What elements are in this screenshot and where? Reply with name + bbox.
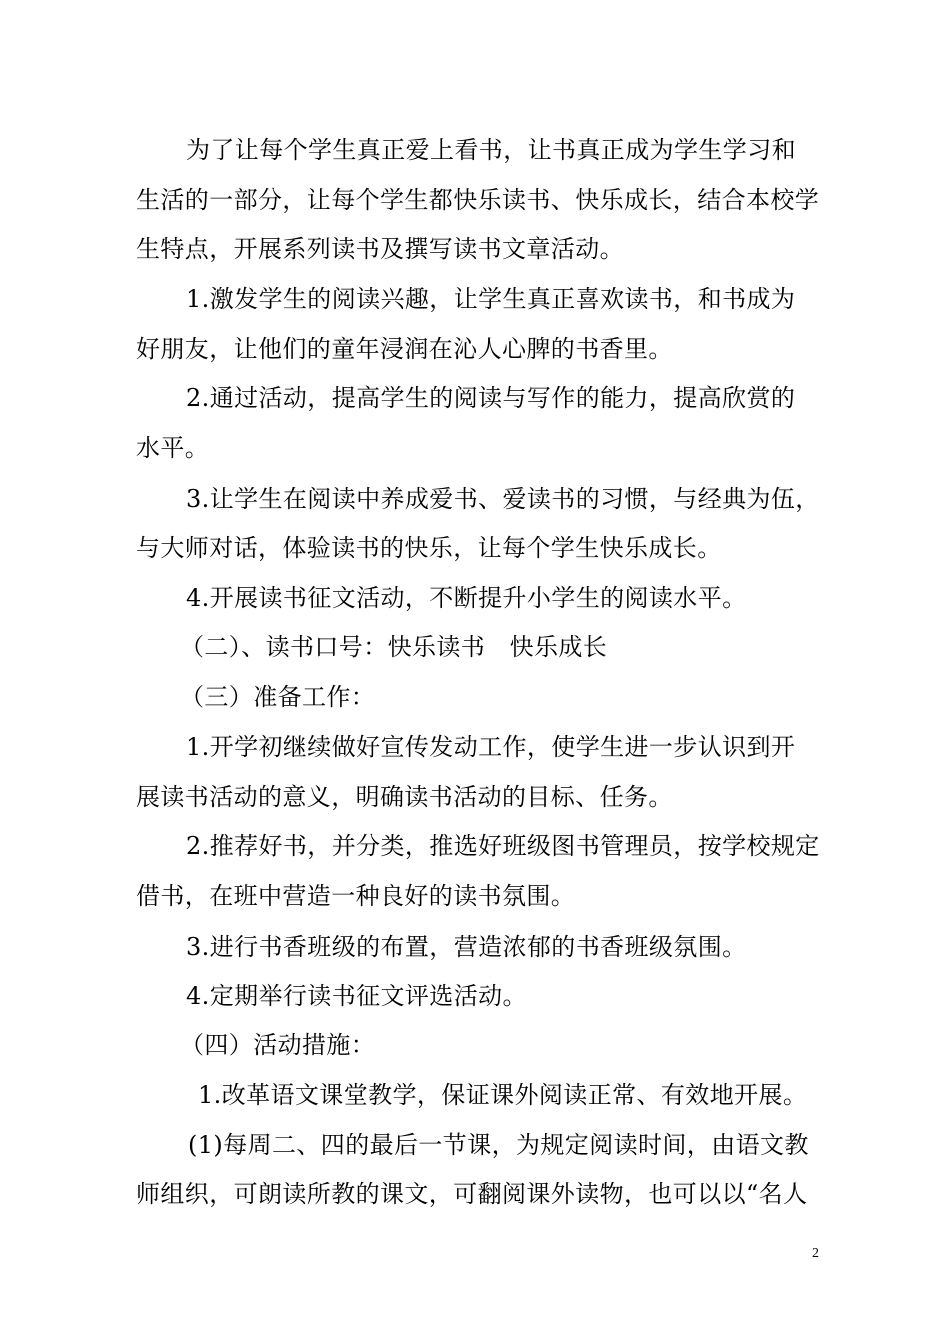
section-measures-heading: （四）活动措施： [180, 1031, 376, 1059]
measure-1-sub-1-line-2: 师组织，可朗读所教的课文，可翻阅课外读物，也可以以“名人 [136, 1180, 808, 1208]
measure-1-line: 1.改革语文课堂教学，保证课外阅读正常、有效地开展。 [198, 1081, 808, 1109]
prep-2-line-1: 2.推荐好书，并分类，推选好班级图书管理员，按学校规定 [186, 832, 820, 860]
goal-3-line-1: 3.让学生在阅读中养成爱书、爱读书的习惯，与经典为伍， [186, 485, 820, 513]
prep-4-line: 4.定期举行读书征文评选活动。 [186, 982, 527, 1010]
section-preparation-heading: （三）准备工作： [180, 683, 376, 711]
page-number: 2 [812, 1246, 819, 1261]
goal-1-line-1: 1.激发学生的阅读兴趣，让学生真正喜欢读书，和书成为 [186, 285, 796, 313]
goal-2-line-2: 水平。 [136, 434, 210, 462]
goal-4-line: 4.开展读书征文活动，不断提升小学生的阅读水平。 [186, 584, 747, 612]
goal-1-line-2: 好朋友，让他们的童年浸润在沁人心脾的书香里。 [136, 335, 673, 363]
prep-3-line: 3.进行书香班级的布置，营造浓郁的书香班级氛围。 [186, 933, 747, 961]
prep-1-line-1: 1.开学初继续做好宣传发动工作，使学生进一步认识到开 [186, 733, 796, 761]
paragraph-line-1: 为了让每个学生真正爱上看书，让书真正成为学生学习和 [186, 136, 796, 164]
prep-2-line-2: 借书，在班中营造一种良好的读书氛围。 [136, 882, 576, 910]
goal-2-line-1: 2.通过活动，提高学生的阅读与写作的能力，提高欣赏的 [186, 384, 796, 412]
goal-3-line-2: 与大师对话，体验读书的快乐，让每个学生快乐成长。 [136, 534, 722, 562]
paragraph-line-3: 生特点，开展系列读书及撰写读书文章活动。 [136, 235, 624, 263]
measure-1-sub-1-line-1: (1)每周二、四的最后一节课，为规定阅读时间，由语文教 [188, 1131, 809, 1159]
section-slogan-heading: （二）、读书口号：快乐读书 快乐成长 [180, 633, 608, 661]
prep-1-line-2: 展读书活动的意义，明确读书活动的目标、任务。 [136, 783, 673, 811]
paragraph-line-2: 生活的一部分，让每个学生都快乐读书、快乐成长，结合本校学 [136, 186, 820, 214]
